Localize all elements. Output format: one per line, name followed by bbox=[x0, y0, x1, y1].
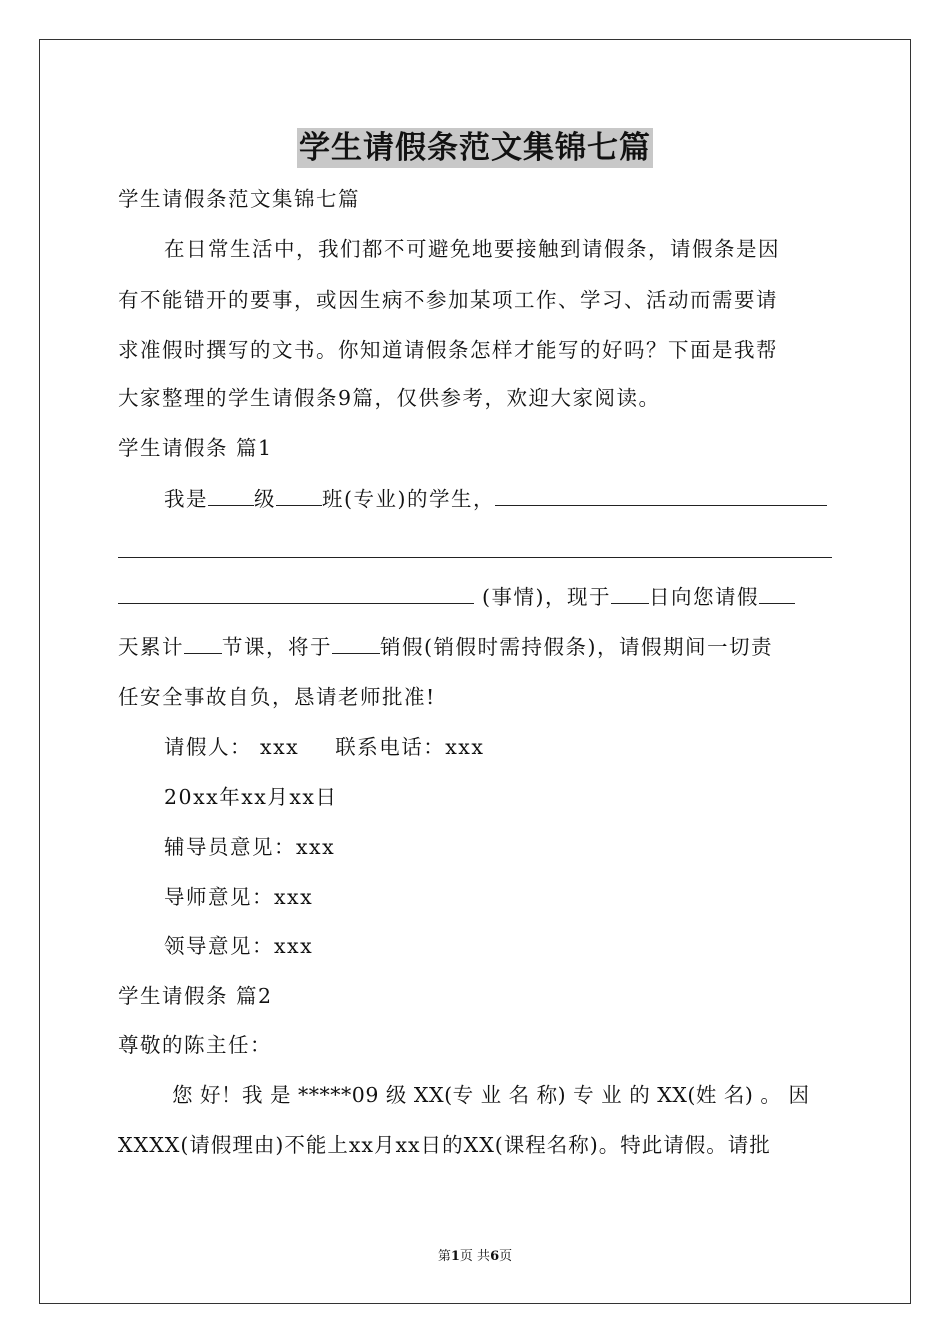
fill-rule-line bbox=[118, 557, 832, 558]
fill-blank bbox=[184, 633, 222, 654]
footer-suffix: 页 bbox=[499, 1249, 513, 1264]
fill-blank bbox=[276, 485, 322, 506]
page-border bbox=[39, 39, 911, 1304]
form-text: 我是 bbox=[164, 487, 208, 511]
document-title: 学生请假条范文集锦七篇 bbox=[299, 130, 651, 166]
form-text: 节课，将于 bbox=[222, 635, 332, 659]
date-line: 20xx年xx月xx日 bbox=[164, 785, 338, 809]
form-line-3 bbox=[118, 582, 795, 612]
salutation: 尊敬的陈主任： bbox=[118, 1033, 272, 1057]
form-text: 班(专业)的学生， bbox=[322, 487, 495, 511]
fill-blank bbox=[118, 583, 474, 604]
counselor-opinion: 辅导员意见：xxx bbox=[164, 835, 336, 859]
intro-line-3: 求准假时撰写的文书。你知道请假条怎样才能写的好吗？下面是我帮 bbox=[118, 338, 778, 362]
form-text: 日向您请假 bbox=[649, 585, 760, 609]
letter-line-2: XXXX(请假理由)不能上xx月xx日的XX(课程名称)。特此请假。请批 bbox=[118, 1133, 771, 1157]
leader-opinion: 领导意见：xxx bbox=[164, 934, 314, 958]
letter-line-1: 您 好！我 是 *****09 级 XX(专 业 名 称) 专 业 的 XX(姓 名) 。 因 bbox=[172, 1083, 810, 1107]
fill-blank bbox=[495, 485, 827, 506]
form-text: 天累计 bbox=[118, 635, 184, 659]
intro-line-2: 有不能错开的要事，或因生病不参加某项工作、学习、活动而需要请 bbox=[118, 288, 778, 312]
form-text: (事情)，现于 bbox=[482, 585, 612, 609]
form-line-5: 任安全事故自负，恳请老师批准! bbox=[118, 685, 436, 709]
page-number: 1 bbox=[450, 1249, 460, 1264]
form-text: 销假(销假时需持假条)，请假期间一切责 bbox=[380, 635, 773, 659]
form-line-1 bbox=[164, 484, 827, 514]
fill-blank bbox=[208, 485, 254, 506]
title-container bbox=[0, 128, 950, 168]
form-text: 级 bbox=[254, 487, 276, 511]
applicant: 请假人： xxx bbox=[164, 735, 300, 759]
total-pages: 6 bbox=[490, 1249, 500, 1264]
subtitle: 学生请假条范文集锦七篇 bbox=[118, 187, 360, 211]
intro-line-4: 大家整理的学生请假条9篇，仅供参考，欢迎大家阅读。 bbox=[118, 386, 661, 410]
section-2-heading: 学生请假条 篇2 bbox=[118, 984, 273, 1008]
mentor-opinion: 导师意见：xxx bbox=[164, 885, 314, 909]
form-line-4 bbox=[118, 632, 773, 662]
page-footer bbox=[0, 1248, 950, 1266]
applicant-line bbox=[164, 732, 484, 762]
section-1-heading: 学生请假条 篇1 bbox=[118, 436, 273, 460]
fill-blank bbox=[332, 633, 380, 654]
fill-blank bbox=[759, 583, 795, 604]
intro-line-1: 在日常生活中，我们都不可避免地要接触到请假条，请假条是因 bbox=[164, 237, 780, 261]
fill-blank bbox=[611, 583, 649, 604]
footer-mid: 页 共 bbox=[459, 1249, 491, 1264]
phone: 联系电话：xxx bbox=[335, 735, 485, 759]
footer-prefix: 第 bbox=[437, 1249, 451, 1264]
